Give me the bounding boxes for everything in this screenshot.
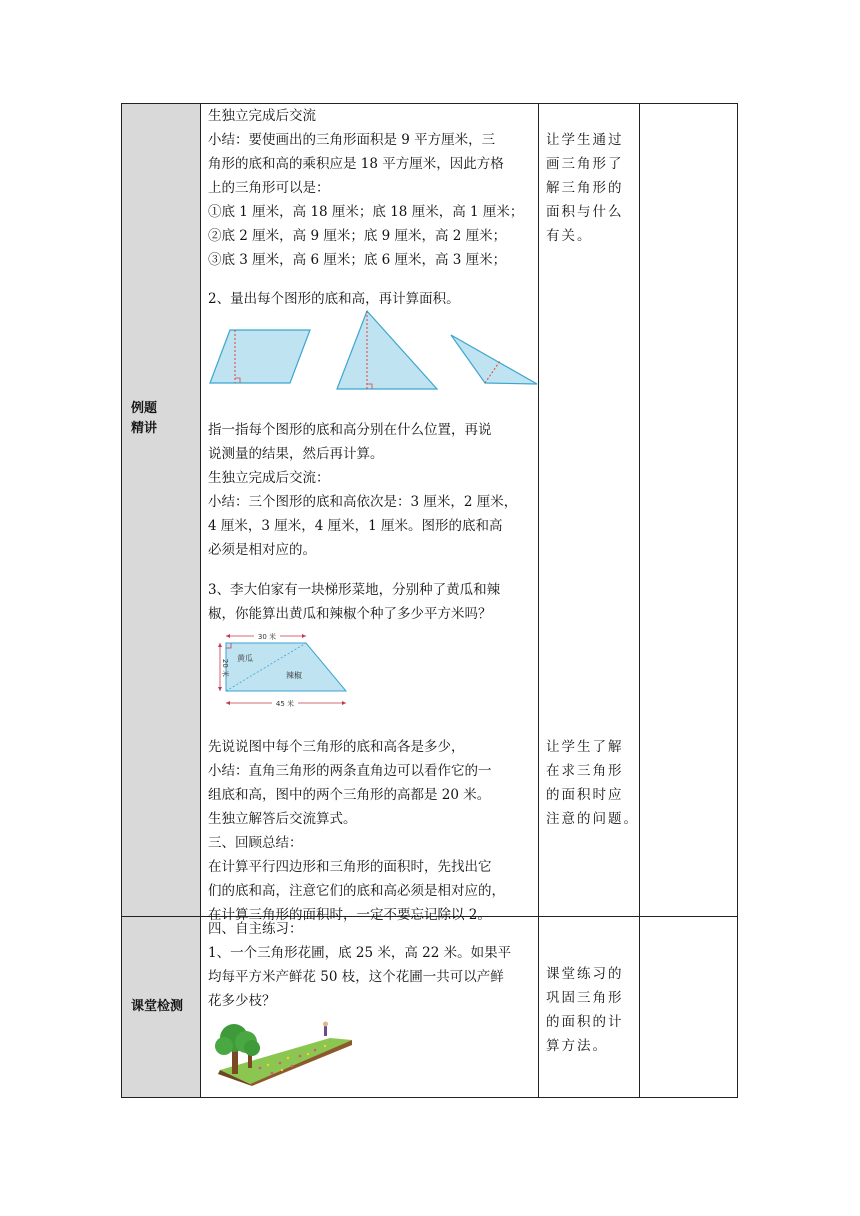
note-line: 的面积时应 bbox=[546, 787, 624, 803]
text-line: 3、李大伯家有一块梯形菜地，分别种了黄瓜和辣 bbox=[208, 582, 501, 598]
content-block-summary bbox=[208, 735, 505, 927]
region-label-pepper: 辣椒 bbox=[286, 671, 302, 680]
text-line: 上的三角形可以是： bbox=[208, 180, 330, 196]
note-line: 有关。 bbox=[546, 228, 593, 244]
text-line: ③底 3 厘米，高 6 厘米；底 6 厘米，高 3 厘米； bbox=[208, 252, 507, 268]
text-line: 四、自主练习： bbox=[208, 921, 303, 937]
table-col-divider-3 bbox=[639, 103, 640, 1098]
text-line: 角形的底和高的乘积应是 18 平方厘米，因此方格 bbox=[208, 156, 504, 172]
text-line: 说测量的结果，然后再计算。 bbox=[208, 446, 384, 462]
note-line: 课堂练习的 bbox=[546, 966, 624, 982]
shapes-figure bbox=[205, 308, 540, 393]
row-label-line: 精讲 bbox=[131, 421, 158, 436]
note-line: 让学生通过 bbox=[546, 132, 624, 148]
text-line: 三、回顾总结： bbox=[208, 835, 303, 851]
text-line: 组底和高，图中的两个三角形的高都是 20 米。 bbox=[208, 787, 491, 803]
side-length-label: 20 米 bbox=[221, 658, 229, 678]
note-line: 巩固三角形 bbox=[546, 990, 624, 1006]
table-border-left bbox=[121, 103, 122, 1098]
trapezoid-figure bbox=[210, 628, 355, 713]
text-line: 生独立完成后交流： bbox=[208, 470, 330, 486]
text-line: 1、一个三角形花圃，底 25 米，高 22 米。如果平 bbox=[208, 945, 512, 961]
text-line: ②底 2 厘米，高 9 厘米；底 9 厘米，高 2 厘米； bbox=[208, 228, 507, 244]
teaching-note-3 bbox=[546, 962, 634, 1058]
bottom-length-label: 45 米 bbox=[275, 700, 295, 708]
note-line: 面积与什么 bbox=[546, 204, 624, 220]
teaching-note-2 bbox=[546, 735, 639, 831]
teaching-note-1 bbox=[546, 128, 634, 248]
content-block-measure bbox=[208, 418, 517, 562]
text-line: 们的底和高，注意它们的底和高必须是相对应的， bbox=[208, 883, 505, 899]
text-line: 必须是相对应的。 bbox=[208, 542, 316, 558]
parallelogram-shape bbox=[210, 330, 310, 383]
row-label-line: 例题 bbox=[131, 401, 158, 416]
top-length-label: 30 米 bbox=[257, 633, 277, 641]
table-border-right bbox=[737, 103, 738, 1098]
row-label-line: 课堂检测 bbox=[131, 999, 184, 1014]
note-line: 的面积的计 bbox=[546, 1014, 624, 1030]
text-line: 指一指每个图形的底和高分别在什么位置，再说 bbox=[208, 422, 492, 438]
text-line: ①底 1 厘米，高 18 厘米；底 18 厘米，高 1 厘米； bbox=[208, 204, 524, 220]
note-line: 让学生了解 bbox=[546, 739, 624, 755]
content-block-practice bbox=[208, 917, 511, 1013]
text-line: 小结：三个图形的底和高依次是：3 厘米，2 厘米， bbox=[208, 494, 518, 510]
text-line: 4 厘米，3 厘米，4 厘米，1 厘米。图形的底和高 bbox=[208, 518, 503, 534]
row-label-quiz bbox=[131, 997, 183, 1017]
row-label-example bbox=[131, 399, 157, 439]
text-line: 在计算三角形的面积时，一定不要忘记除以 2。 bbox=[208, 907, 491, 923]
table-col-divider-1 bbox=[200, 103, 201, 1098]
table-col-divider-2 bbox=[538, 103, 539, 1098]
label-column-shade-1 bbox=[122, 104, 200, 916]
text-line: 小结：直角三角形的两条直角边可以看作它的一 bbox=[208, 763, 492, 779]
content-question-3 bbox=[208, 578, 500, 626]
text-line: 均每平方米产鲜花 50 枝，这个花圃一共可以产鲜 bbox=[208, 969, 504, 985]
text-line: 2、量出每个图形的底和高，再计算面积。 bbox=[208, 291, 460, 307]
flower-garden-illustration bbox=[210, 1018, 355, 1086]
note-line: 解三角形的 bbox=[546, 180, 624, 196]
note-line: 在求三角形 bbox=[546, 763, 624, 779]
trapezoid-shape bbox=[226, 643, 346, 691]
text-line: 生独立完成后交流 bbox=[208, 108, 316, 124]
text-line: 小结：要使画出的三角形面积是 9 平方厘米，三 bbox=[208, 132, 496, 148]
text-line: 先说说图中每个三角形的底和高各是多少， bbox=[208, 739, 465, 755]
table-border-bottom bbox=[121, 1097, 738, 1098]
note-line: 算方法。 bbox=[546, 1038, 608, 1054]
triangle-shape bbox=[337, 311, 437, 389]
content-block-intro bbox=[208, 104, 523, 272]
obtuse-triangle-shape bbox=[451, 335, 537, 384]
text-line: 椒，你能算出黄瓜和辣椒个种了多少平方米吗？ bbox=[208, 606, 492, 622]
note-line: 注意的问题。 bbox=[546, 811, 639, 827]
text-line: 生独立解答后交流算式。 bbox=[208, 811, 357, 827]
region-label-cucumber: 黄瓜 bbox=[237, 654, 253, 663]
text-line: 在计算平行四边形和三角形的面积时，先找出它 bbox=[208, 859, 492, 875]
text-line: 花多少枝？ bbox=[208, 993, 276, 1009]
note-line: 画三角形了 bbox=[546, 156, 624, 172]
